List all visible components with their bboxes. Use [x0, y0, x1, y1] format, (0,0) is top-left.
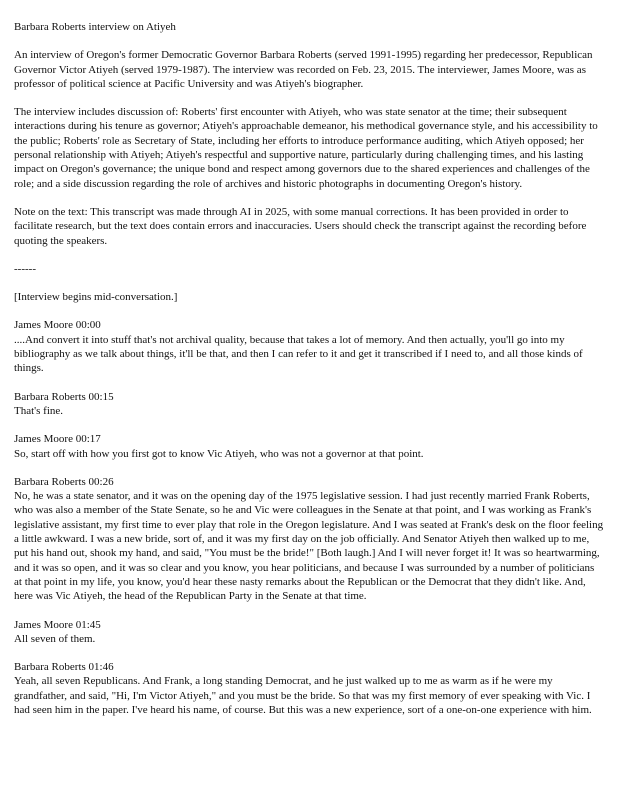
transcript-entry: [14, 318, 604, 375]
speaker-text: That's fine.: [14, 404, 64, 417]
summary-paragraph: The interview includes discussion of: Roberts' first encounter with Atiyeh, who was state senator at the time; their subsequent interactions during his tenure as governor; Atiyeh's approachable demeanor, his methodical governance style, and his accessibility to the public; Roberts' role as Secretary of State, including her efforts to introduce performance auditing, which Atiyeh opposed; her personal relationship with Atiyeh; Atiyeh's respectful and supportive nature, particularly during challenging times, and his lasting impact on Oregon's governance; the unique bond and respect among governors due to the shared experiences and challenges of the role; and a side discussion regarding the role of archives and historic photographs in documenting Oregon's history.: [14, 106, 598, 190]
separator: ------: [14, 262, 36, 275]
transcript-entry: [14, 618, 604, 647]
transcript-entry: [14, 475, 604, 604]
intro-paragraph: An interview of Oregon's former Democratic Governor Barbara Roberts (served 1991-1995) regarding her predecessor, Republican Governor Victor Atiyeh (served 1979-1987). The interview was recorded on Feb. 23, 2015. The interviewer, James Moore, was as professor of political science at Pacific University and was Atiyeh's biographer.: [14, 49, 593, 90]
speaker-text: All seven of them.: [14, 632, 96, 645]
speaker-timestamp: Barbara Roberts 00:15: [14, 390, 114, 403]
transcript-entry: [14, 660, 604, 717]
speaker-text: Yeah, all seven Republicans. And Frank, a long standing Democrat, and he just walked up to me as warm as if he were my grandfather, and said, "Hi, I'm Victor Atiyeh," and you must be the bride. So that was my first memory of ever speaking with Vic. I had seen him in the paper. I've heard his name, of course. But this was a new experience, sort of a one-on-one experience with him.: [14, 675, 592, 716]
speaker-text: No, he was a state senator, and it was on the opening day of the 1975 legislative session. I had just recently married Frank Roberts, who was also a member of the State Senate, so he and Vic were colleagues in the Senate at that point, and I was working as Frank's legislative assistant, my first time to ever play that role in the Oregon legislature. And I was seated at Frank's desk on the floor feeling a little awkward. I was a new bride, sort of, and it was my first day on the job officially. And Senator Atiyeh then walked up to me, put his hand out, shook my hand, and said, "You must be the bride!" [Both laugh.] And I will never forget it! It was so heartwarming, and it was so open, and it was so clear and you know, you hear politicians, and because I was surrounded by a number of politicians at that point in my life, you know, you'd hear these nasty remarks about the Republican or the Democrat that they didn't like. And, here was Vic Atiyeh, the head of the Republican Party in the Senate at that time.: [14, 490, 604, 603]
speaker-timestamp: James Moore 00:17: [14, 433, 101, 446]
document-title: Barbara Roberts interview on Atiyeh: [14, 21, 176, 33]
begin-note: [Interview begins mid-conversation.]: [14, 291, 178, 304]
transcript-entry: [14, 432, 604, 461]
speaker-timestamp: Barbara Roberts 00:26: [14, 475, 114, 488]
speaker-timestamp: James Moore 01:45: [14, 618, 101, 631]
speaker-text: So, start off with how you first got to know Vic Atiyeh, who was not a governor at that point.: [14, 447, 424, 460]
speaker-timestamp: Barbara Roberts 01:46: [14, 661, 114, 674]
speaker-timestamp: James Moore 00:00: [14, 319, 101, 332]
transcript-entry: [14, 390, 604, 419]
speaker-text: ....And convert it into stuff that's not archival quality, because that takes a lot of memory. And then actually, you'll go into my bibliography as we talk about things, it'll be that, and then I can refer to it and get it transcribed if I need to, and all those kinds of things.: [14, 333, 583, 375]
note-paragraph: Note on the text: This transcript was made through AI in 2025, with some manual corrections. It has been provided in order to facilitate research, but the text does contain errors and inaccuracies. Users should check the transcript against the recording before quoting the speakers.: [14, 205, 587, 247]
